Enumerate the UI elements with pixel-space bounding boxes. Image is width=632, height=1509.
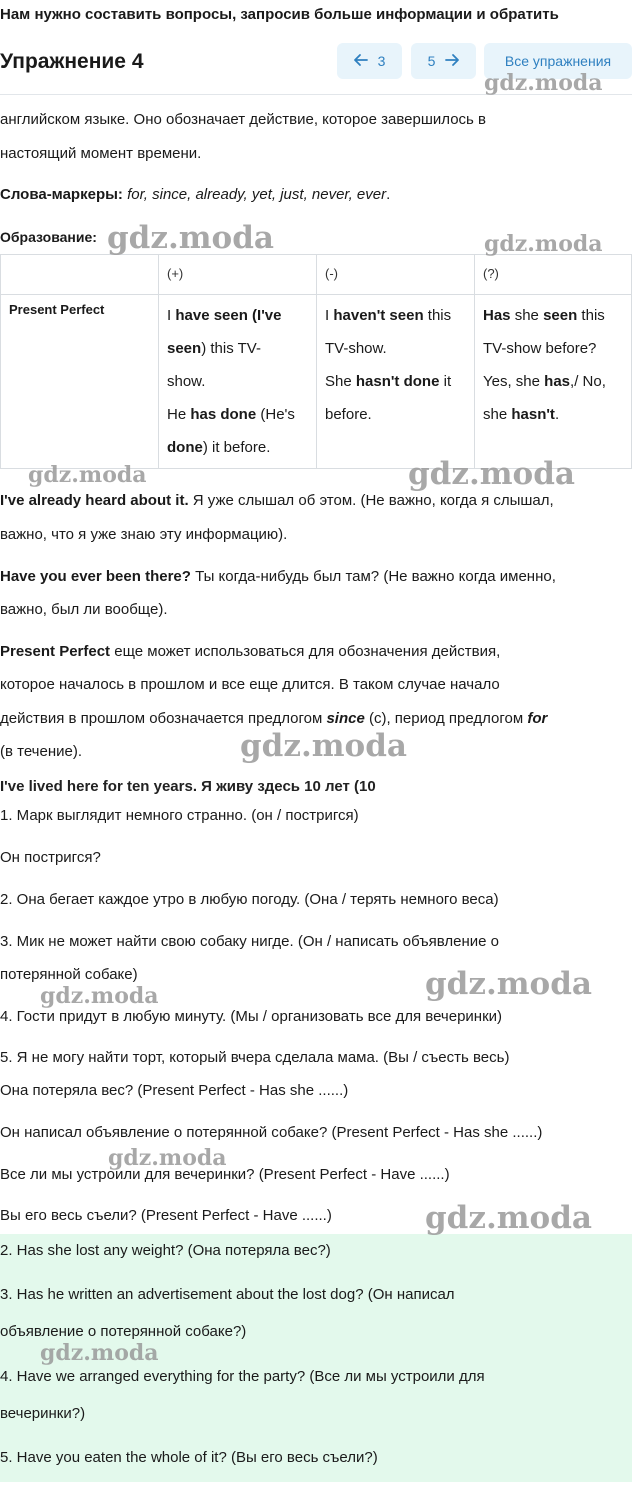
task-3: 3. Мик не может найти свою собаку нигде. (Он / написать объявление о [0, 933, 499, 950]
answer-4-line2: вечеринки?) [0, 1405, 86, 1422]
answer-5: 5. Have you eaten the whole of it? (Вы его весь съели?) [0, 1449, 378, 1466]
answer-2: 2. Has she lost any weight? (Она потеряла вес?) [0, 1242, 331, 1259]
watermark: gdz.moda [40, 983, 159, 1009]
table-header-row [1, 255, 632, 295]
task-4: 4. Гости придут в любую минуту. (Мы / организовать все для вечеринки) [0, 1008, 503, 1025]
formation-table [0, 254, 632, 469]
pp-usage-line3: действия в прошлом обозначается предлогом since (с), период предлогом for [0, 710, 548, 727]
task-5: 5. Я не могу найти торт, который вчера сделала мама. (Вы / съесть весь) [0, 1049, 510, 1066]
question-5: Вы его весь съели? (Present Perfect - Have ......) [0, 1207, 332, 1224]
arrow-right-icon [445, 53, 459, 69]
task-1-answer: Он постригся? [0, 849, 101, 866]
task-1: 1. Марк выглядит немного странно. (он / постригся) [0, 807, 359, 824]
markers-line: Слова-маркеры: for, since, already, yet, just, never, ever. [0, 186, 391, 203]
markers-label: Слова-маркеры: [0, 186, 123, 203]
answer-3: 3. Has he written an advertisement about the lost dog? (Он написал [0, 1286, 455, 1303]
table-cell-minus: I haven't seen this TV-show. She hasn't done it before. [317, 295, 475, 469]
watermark: gdz.moda [484, 70, 603, 96]
question-4: Все ли мы устроили для вечеринки? (Present Perfect - Have ......) [0, 1166, 450, 1183]
example-2: Have you ever been there? Ты когда-нибудь был там? (Не важно когда именно, [0, 568, 556, 585]
arrow-left-icon [354, 53, 368, 69]
task-2: 2. Она бегает каждое утро в любую погоду. (Она / терять немного веса) [0, 891, 499, 908]
table-row-label: Present Perfect [1, 295, 159, 469]
example-1: I've already heard about it. Я уже слышал об этом. (Не важно, когда я слышал, [0, 492, 554, 509]
example-2-line2: важно, был ли вообще). [0, 601, 168, 618]
pp-usage-line1: Present Perfect еще может использоваться для обозначения действия, [0, 643, 501, 660]
watermark: gdz.moda [40, 1340, 159, 1366]
table-header-question: (?) [475, 255, 632, 295]
all-exercises-button[interactable]: Все упражнения [484, 43, 632, 79]
question-2: Она потеряла вес? (Present Perfect - Has she ......) [0, 1082, 349, 1099]
table-header-plus: (+) [159, 255, 317, 295]
truncated-example: I've lived here for ten years. Я живу здесь 10 лет (10 [0, 778, 376, 795]
example-1-line2: важно, что я уже знаю эту информацию). [0, 526, 288, 543]
watermark: gdz.moda [408, 456, 575, 492]
answer-4: 4. Have we arranged everything for the party? (Все ли мы устроили для [0, 1368, 485, 1385]
pp-usage-line4: (в течение). [0, 743, 83, 760]
table-corner-cell [1, 255, 159, 295]
watermark: gdz.moda [425, 966, 592, 1002]
intro-text: Нам нужно составить вопросы, запросив больше информации и обратить [0, 6, 559, 23]
watermark: gdz.moda [425, 1200, 592, 1236]
question-3: Он написал объявление о потерянной собаке? (Present Perfect - Has she ......) [0, 1124, 543, 1141]
watermark: gdz.moda [107, 220, 274, 256]
prev-exercise-label: 3 [377, 53, 386, 69]
theory-intro-line2: настоящий момент времени. [0, 145, 202, 162]
table-cell-question: Has she seen this TV-show before? Yes, she has,/ No, she hasn't. [475, 295, 632, 469]
page-title: Упражнение 4 [0, 50, 144, 73]
answer-3-line2: объявление о потерянной собаке?) [0, 1323, 247, 1340]
task-3-line2: потерянной собаке) [0, 966, 138, 983]
formation-label: Образование: [0, 229, 97, 245]
pp-usage-line2: которое началось в прошлом и все еще длится. В таком случае начало [0, 676, 500, 693]
watermark: gdz.moda [240, 728, 407, 764]
table-cell-plus: I have seen (I've seen) this TV- show. He has done (He's done) it before. [159, 295, 317, 469]
watermark: gdz.moda [28, 462, 147, 488]
theory-intro-line1: английском языке. Оно обозначает действие, которое завершилось в [0, 111, 486, 128]
table-row [1, 295, 632, 469]
next-exercise-label: 5 [427, 53, 436, 69]
markers-value: for, since, already, yet, just, never, ever [127, 186, 387, 203]
table-header-minus: (-) [317, 255, 475, 295]
prev-exercise-button[interactable] [337, 43, 402, 79]
next-exercise-button[interactable] [411, 43, 476, 79]
watermark: gdz.moda [108, 1145, 227, 1171]
watermark: gdz.moda [484, 231, 603, 257]
